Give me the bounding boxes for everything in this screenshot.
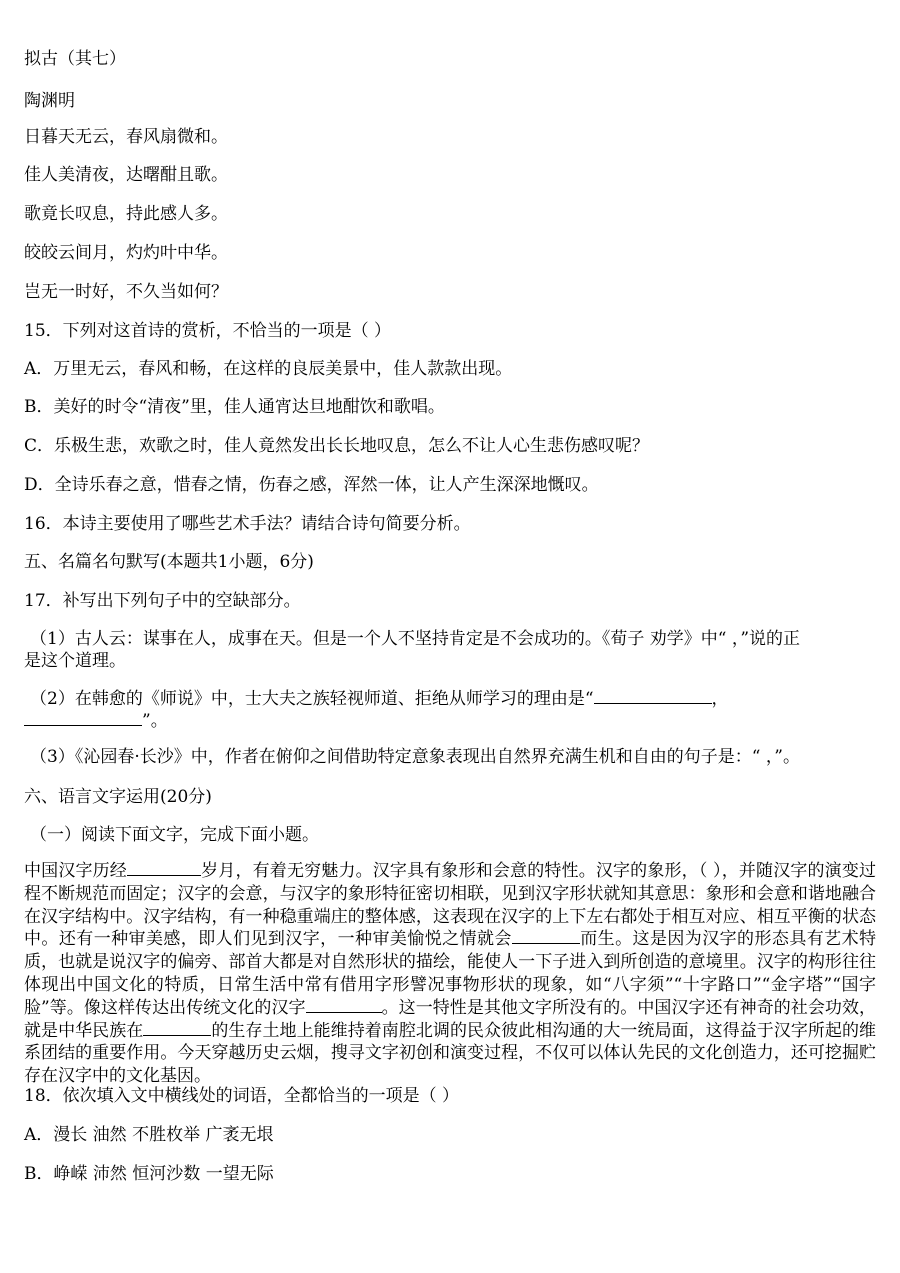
poem-line: 岂无一时好，不久当如何？ — [24, 282, 228, 302]
question-18-option-a: A．漫长 油然 不胜枚举 广袤无垠 — [24, 1125, 274, 1145]
question-17-item-2-text: （2）在韩愈的《师说》中，士大夫之族轻视师道、拒绝从师学习的理由是“ — [30, 689, 594, 709]
question-18-option-b: B．峥嵘 沛然 恒河沙数 一望无际 — [24, 1164, 274, 1184]
question-17-item-3: （3）《沁园春·长沙》中，作者在俯仰之间借助特定意象表现出自然界充满生机和自由的句子是：“ ，”。 — [30, 747, 801, 767]
reading-passage — [24, 860, 876, 1088]
passage-blank-4[interactable] — [143, 1021, 211, 1036]
poem-line: 佳人美清夜，达曙酣且歌。 — [24, 165, 228, 185]
passage-text: 。这一特性是其他文字所没有的。中国汉字还有神奇的社会功效，就是中华民族在 — [24, 997, 876, 1041]
poem-line: 歌竟长叹息，持此感人多。 — [24, 204, 228, 224]
question-15-option-c: C．乐极生悲，欢歌之时，佳人竟然发出长长地叹息，怎么不让人心生悲伤感叹呢？ — [24, 436, 650, 456]
passage-text: 中国汉字历经 — [24, 861, 127, 881]
answer-blank[interactable] — [594, 689, 712, 704]
question-15-option-a: A．万里无云，春风和畅，在这样的良辰美景中，佳人款款出现。 — [24, 359, 513, 379]
question-18-stem: 18．依次填入文中横线处的词语，全都恰当的一项是（ ） — [24, 1086, 460, 1106]
poem-author: 陶渊明 — [24, 91, 75, 111]
part-1-heading: （一）阅读下面文字，完成下面小题。 — [30, 825, 319, 845]
passage-blank-3[interactable] — [306, 998, 382, 1013]
question-17-stem: 17．补写出下列句子中的空缺部分。 — [24, 591, 301, 611]
section-6-heading: 六、语言文字运用(20分) — [24, 787, 212, 807]
question-16: 16．本诗主要使用了哪些艺术手法？请结合诗句简要分析。 — [24, 514, 471, 534]
question-17-item-1: （1）古人云：谋事在人，成事在天。但是一个人不坚持肯定是不会成功的。《荀子 劝学》中“ ，”说的正 — [30, 629, 801, 649]
poem-title: 拟古（其七） — [24, 49, 126, 69]
passage-text: 而生。这是因为汉字的形态具有艺术特质，也就是说汉字的偏旁、部首大都是对自然形状的描绘，能使人一下子进入到所创造的意境里。汉字的构形往往体现出中国文化的特质，日常生活中常有借用字形譬况事物形状的现象，如“八字须”“十字路口”“金字塔”“国字脸”等。像这样传达出传统文化的汉字 — [24, 929, 877, 1018]
question-17-item-2 — [30, 688, 876, 710]
question-17-item-2-comma: ， — [711, 689, 729, 709]
poem-line: 日暮天无云，春风扇微和。 — [24, 127, 228, 147]
section-5-heading: 五、名篇名句默写(本题共1小题，6分) — [24, 552, 314, 572]
answer-blank[interactable] — [24, 711, 142, 726]
question-15-option-d: D．全诗乐春之意，惜春之情，伤春之感，浑然一体，让人产生深深地慨叹。 — [24, 475, 599, 495]
passage-text: 岁月，有着无穷魅力。汉字具有象形和会意的特性。汉字的象形，（ ），并随汉字的演变过程不断规范而固定；汉字的会意，与汉字的象形特征密切相联，见到汉字形状就知其意思：象形和会意和谐地融合在汉字结构中。汉字结构，有一种稳重端庄的整体感，这表现在汉字的上下左右都处于相互对应、相互平衡的状态中。还有一种审美感，即人们见到汉字，一种审美愉悦之情就会 — [24, 861, 877, 950]
poem-line: 皎皎云间月，灼灼叶中华。 — [24, 243, 228, 263]
question-15-stem: 15．下列对这首诗的赏析，不恰当的一项是（ ） — [24, 321, 392, 341]
question-17-item-1-continued: 是这个道理。 — [24, 651, 126, 671]
question-17-item-2-close: ”。 — [142, 711, 168, 731]
passage-text: 的生存土地上能维持着南腔北调的民众彼此相沟通的大一统局面，这得益于汉字所起的维系团结的重要作用。今天穿越历史云烟，搜寻文字初创和演变过程，不仅可以体认先民的文化创造力，还可挖掘贮存在汉字中的文化基因。 — [24, 1020, 877, 1087]
passage-blank-2[interactable] — [512, 929, 580, 944]
passage-blank-1[interactable] — [127, 861, 201, 876]
question-17-item-2-continued — [24, 710, 876, 732]
question-15-option-b: B．美好的时令“清夜”里，佳人通宵达旦地酣饮和歌唱。 — [24, 397, 445, 417]
